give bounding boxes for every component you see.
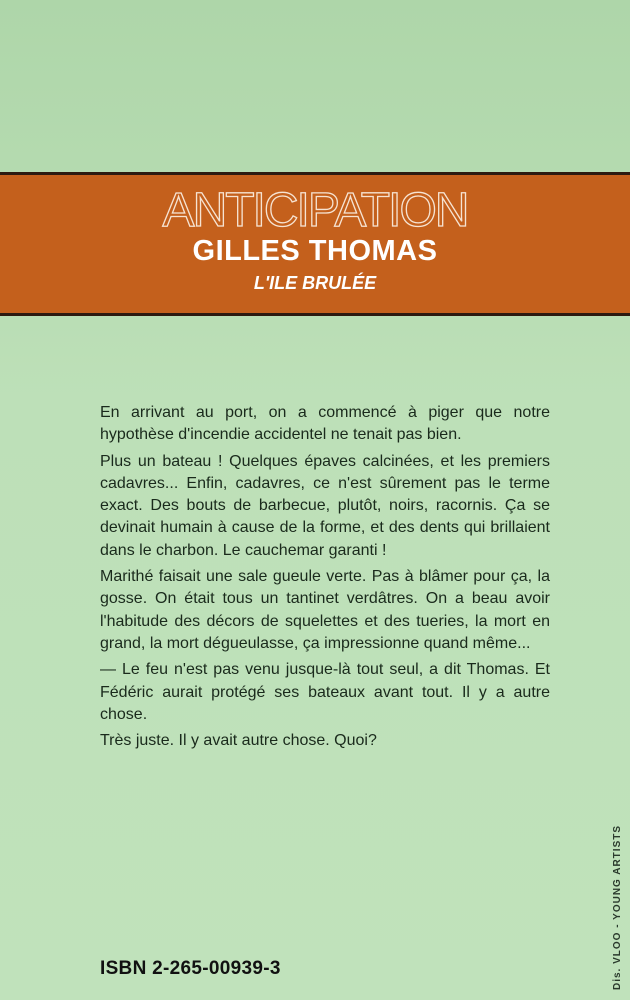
distributor-credit: Dis. VLOO - YOUNG ARTISTS bbox=[612, 824, 623, 990]
series-name: ANTICIPATION bbox=[162, 184, 468, 237]
author-name: GILLES THOMAS bbox=[192, 235, 438, 267]
blurb-paragraph: En arrivant au port, on a commencé à piger que notre hypothèse d'incendie accidentel ne tenait pas bien. bbox=[100, 404, 550, 444]
blurb-paragraph: Marithé faisait une sale gueule verte. Pas à blâmer pour ça, la gosse. On était tous un tantinet verdâtres. On a beau avoir l'habitude des décors de squelettes et des tueries, la mort en grand, la mort dégueulasse, ça impressionne quand même... bbox=[100, 568, 550, 652]
blurb-paragraph: Très juste. Il y avait autre chose. Quoi? bbox=[100, 732, 377, 750]
blurb-text bbox=[100, 402, 550, 752]
blurb-paragraph: Plus un bateau ! Quelques épaves calcinées, et les premiers cadavres... Enfin, cadavres, ce n'est sûrement pas le terme exact. Des bouts de barbecue, plutôt, noirs, racornis. Ça se devinait humain à cause de la forme, et des dents qui brillaient dans le charbon. Le cauchemar garanti ! bbox=[100, 452, 550, 559]
blurb-paragraph: — Le feu n'est pas venu jusque-là tout seul, a dit Thomas. Et Fédéric aurait protégé ses bateaux avant tout. Il y a autre chose. bbox=[100, 661, 550, 723]
isbn: ISBN 2-265-00939-3 bbox=[100, 958, 281, 979]
book-title: L'ILE BRULÉE bbox=[253, 273, 377, 293]
title-band bbox=[0, 172, 630, 316]
